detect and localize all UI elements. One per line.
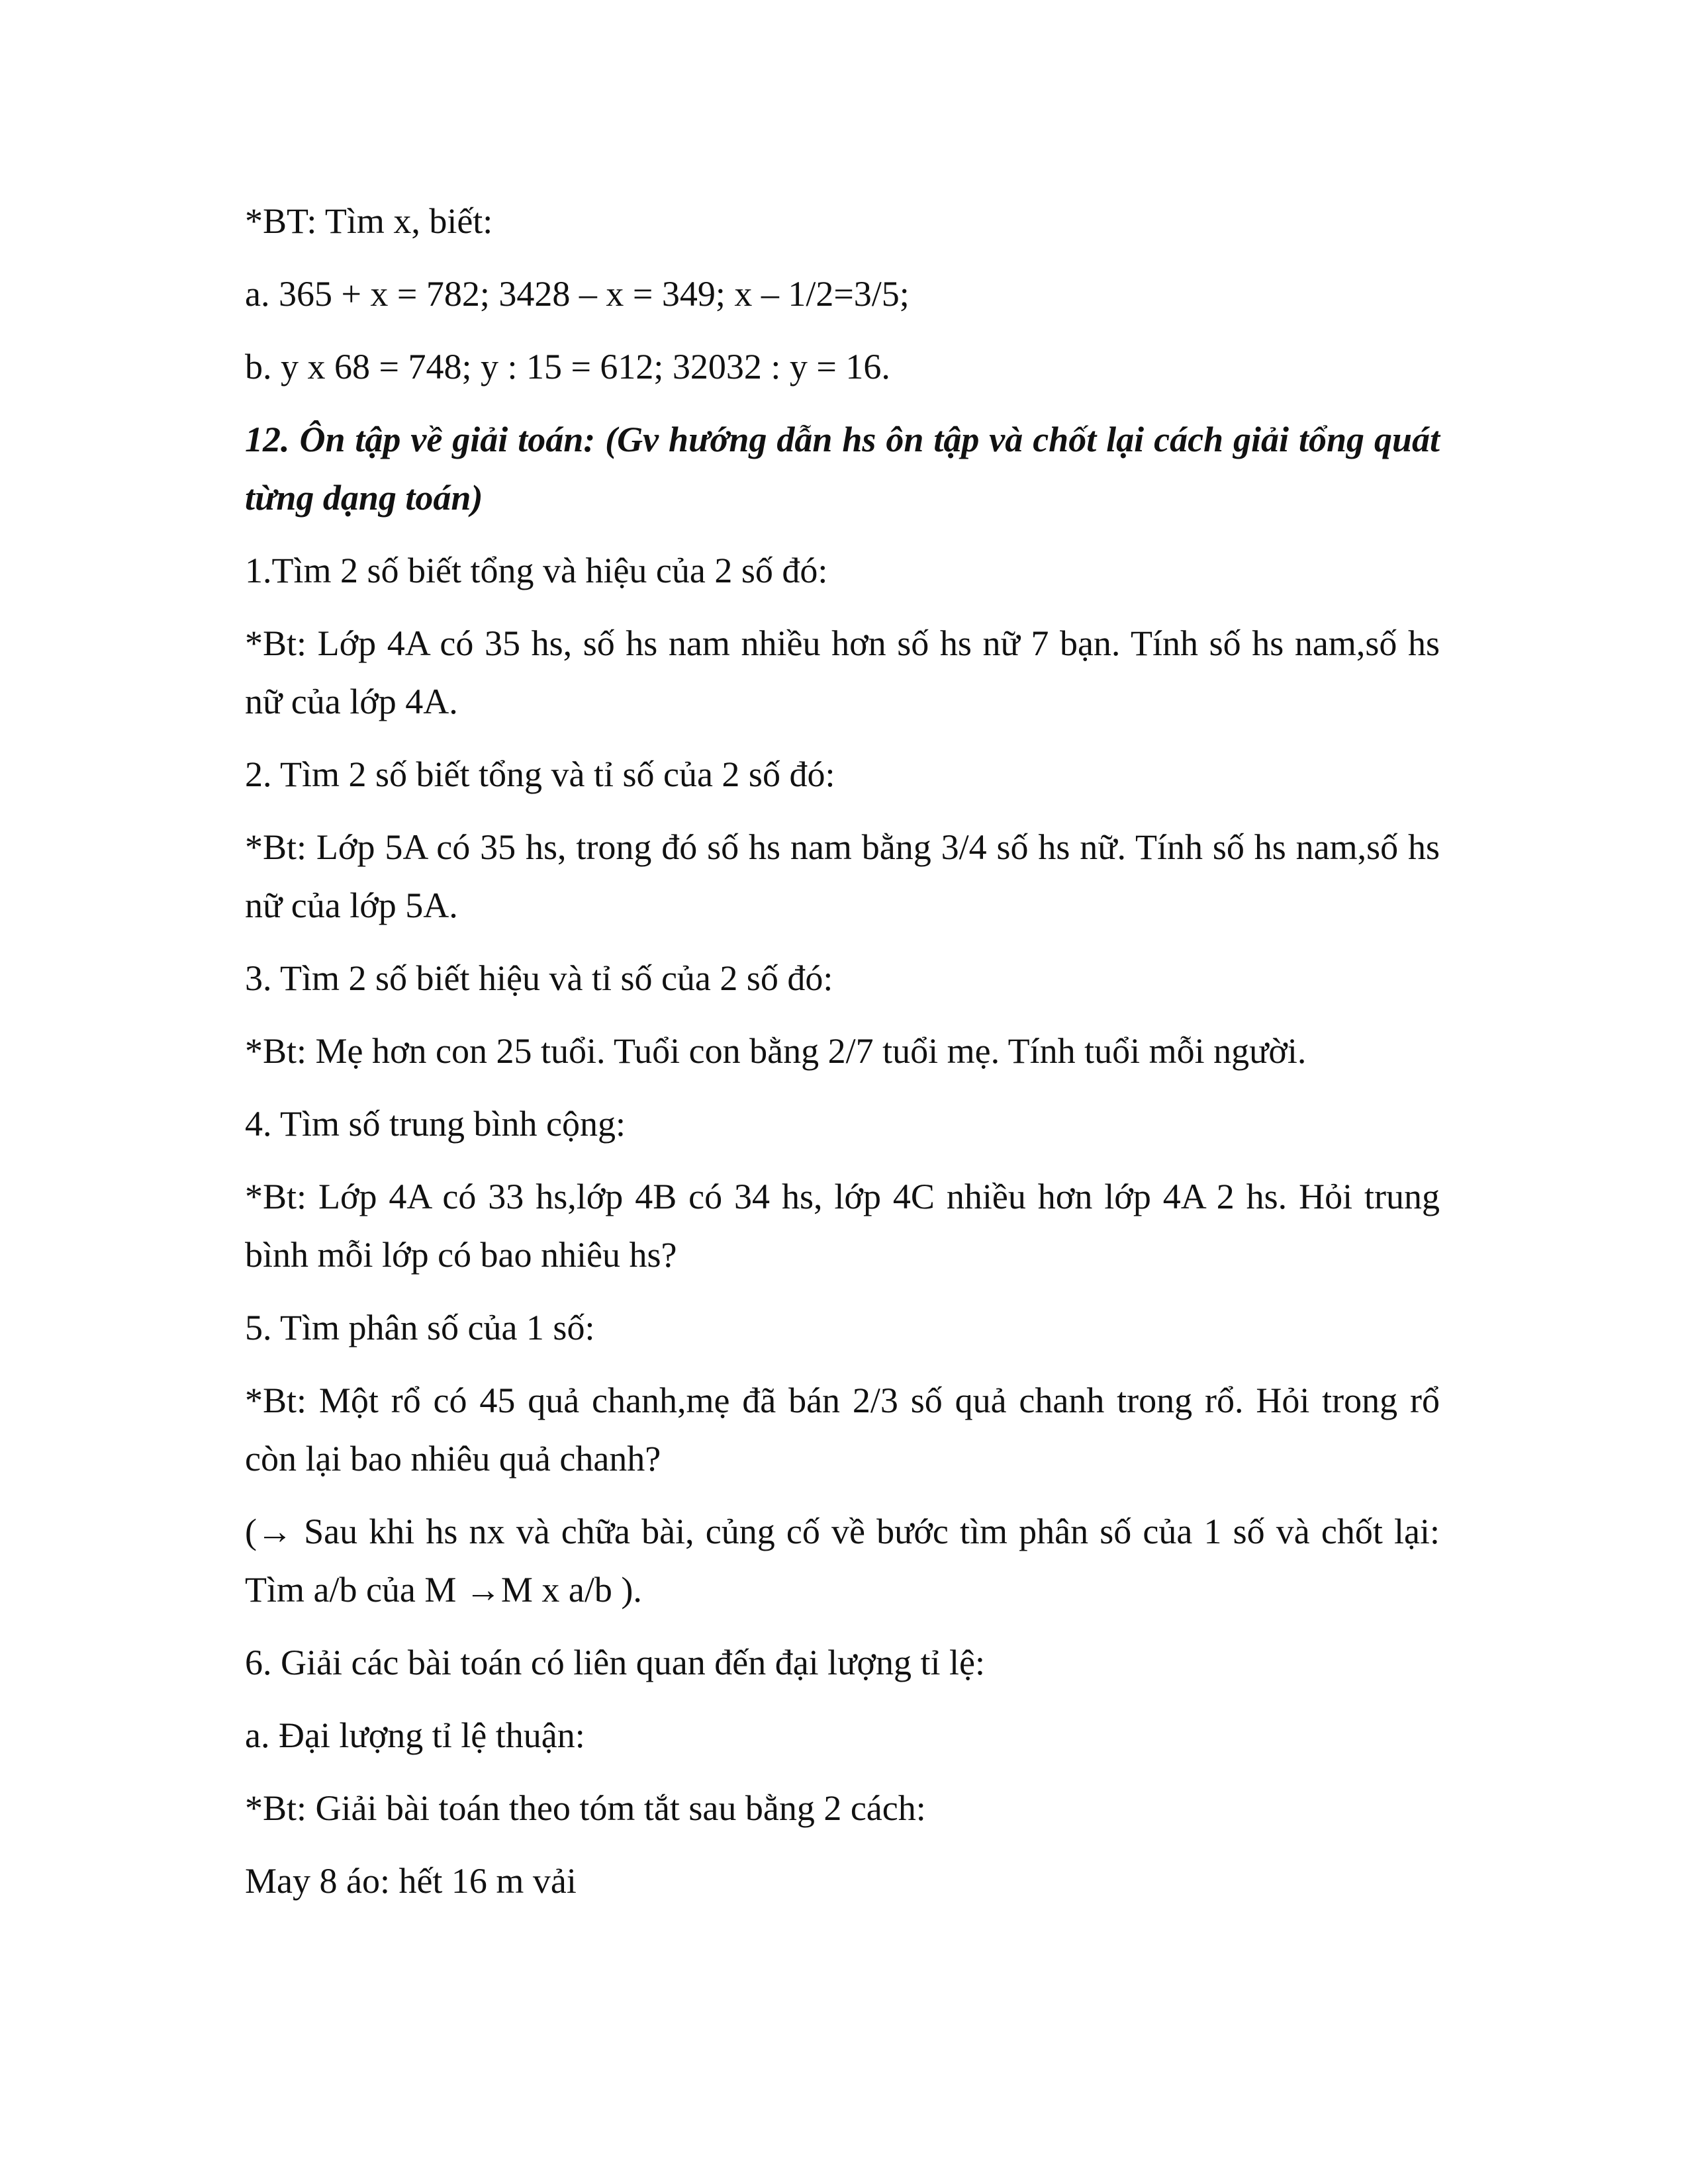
topic-fraction-of-number: 5. Tìm phân số của 1 số: [245,1308,595,1347]
topic-sum-difference: 1.Tìm 2 số biết tổng và hiệu của 2 số đó: [245,551,828,590]
exercise-find-y-part-b: b. y x 68 = 748; y : 15 = 612; 32032 : y = 16. [245,347,890,387]
topic-sum-ratio: 2. Tìm 2 số biết tổng và tỉ số của 2 số đó: [245,754,835,794]
summary-line-shirts-fabric: May 8 áo: hết 16 m vải [245,1861,577,1901]
document-page [245,192,1440,1925]
topic-average: 4. Tìm số trung bình cộng: [245,1104,626,1144]
exercise-average: *Bt: Lớp 4A có 33 hs,lớp 4B có 34 hs, lớp 4C nhiều hơn lớp 4A 2 hs. Hỏi trung bình mỗi lớp có bao nhiêu hs? [245,1177,1440,1275]
exercise-fraction-of-number: *Bt: Một rổ có 45 quả chanh,mẹ đã bán 2/3 số quả chanh trong rổ. Hỏi trong rổ còn lại bao nhiêu quả chanh? [245,1381,1440,1479]
topic-proportional-quantities: 6. Giải các bài toán có liên quan đến đại lượng tỉ lệ: [245,1643,985,1682]
exercise-find-x-title: *BT: Tìm x, biết: [245,201,493,241]
section-heading-review-problem-solving: 12. Ôn tập về giải toán: (Gv hướng dẫn hs ôn tập và chốt lại cách giải tổng quát từng dạng toán) [245,420,1440,518]
exercise-find-x-part-a: a. 365 + x = 782; 3428 – x = 349; x – 1/2=3/5; [245,274,910,314]
note-fraction-of-number: (→ Sau khi hs nx và chữa bài, củng cố về bước tìm phân số của 1 số và chốt lại: Tìm a/b của M →M x a/b ). [245,1512,1440,1610]
exercise-direct-proportion: *Bt: Giải bài toán theo tóm tắt sau bằng 2 cách: [245,1788,926,1828]
exercise-sum-ratio: *Bt: Lớp 5A có 35 hs, trong đó số hs nam bằng 3/4 số hs nữ. Tính số hs nam,số hs nữ của lớp 5A. [245,827,1440,925]
topic-difference-ratio: 3. Tìm 2 số biết hiệu và tỉ số của 2 số đó: [245,958,833,998]
exercise-difference-ratio: *Bt: Mẹ hơn con 25 tuổi. Tuổi con bằng 2/7 tuổi mẹ. Tính tuổi mỗi người. [245,1031,1307,1071]
subtopic-direct-proportion: a. Đại lượng tỉ lệ thuận: [245,1715,585,1755]
exercise-sum-difference: *Bt: Lớp 4A có 35 hs, số hs nam nhiều hơn số hs nữ 7 bạn. Tính số hs nam,số hs nữ của lớp 4A. [245,623,1440,721]
